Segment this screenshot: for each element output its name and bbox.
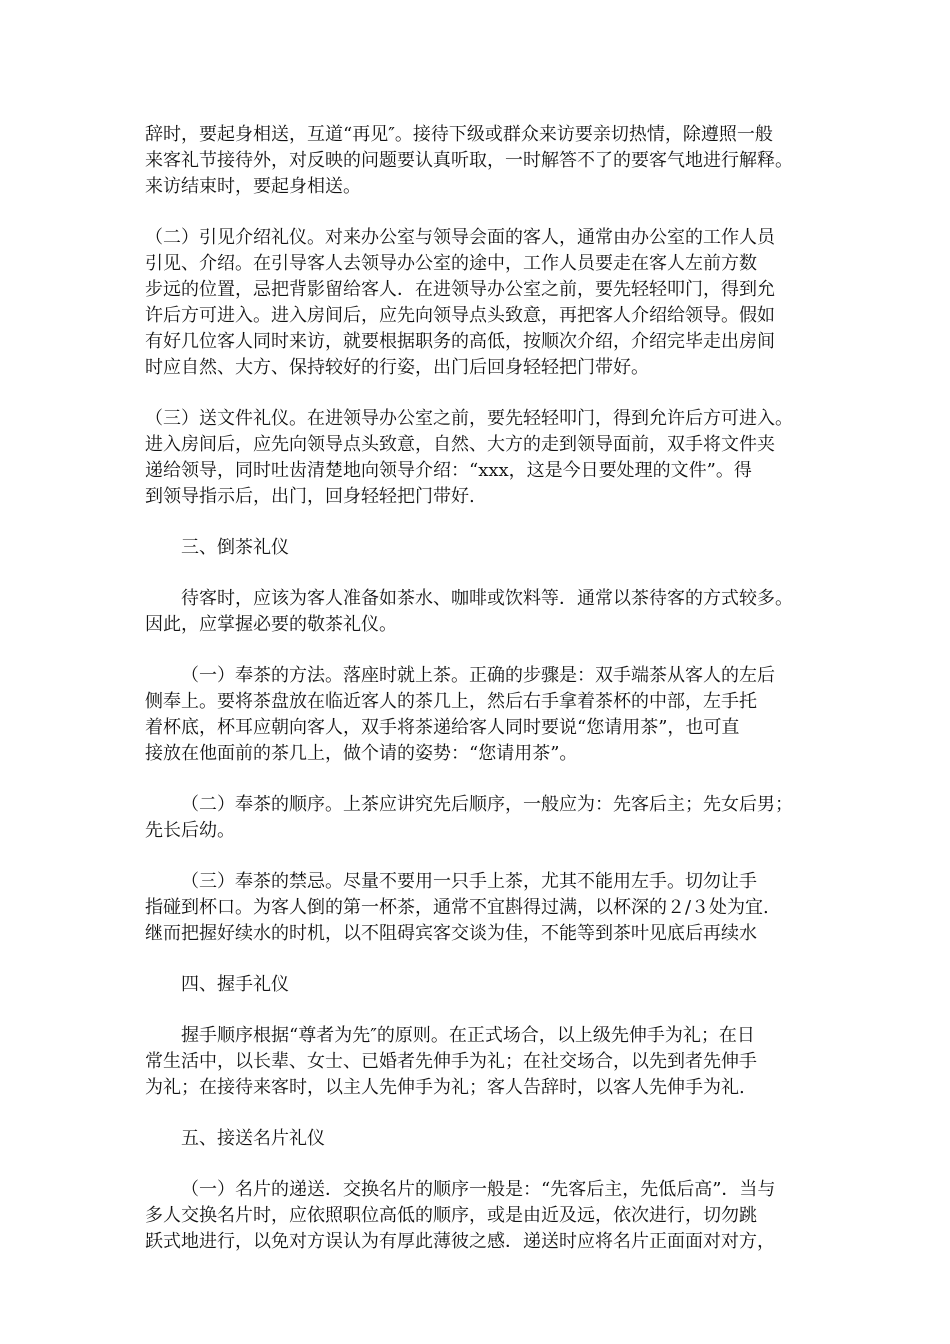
text-line: （三）送文件礼仪。在进领导办公室之前，要先轻轻叩门，得到允许后方可进入。 bbox=[145, 408, 793, 429]
text-line: 待客时，应该为客人准备如茶水、咖啡或饮料等．通常以茶待客的方式较多。 bbox=[181, 588, 793, 609]
paragraph-card-delivery bbox=[145, 1177, 805, 1255]
text-line: 指碰到杯口。为客人倒的第一杯茶，通常不宜斟得过满，以杯深的２/３处为宜. bbox=[145, 897, 769, 918]
text-line: 着杯底，杯耳应朝向客人，双手将茶递给客人同时要说“您请用茶”，也可直 bbox=[145, 717, 740, 738]
text-line: 因此，应掌握必要的敬茶礼仪。 bbox=[145, 614, 397, 635]
paragraph-document-delivery bbox=[145, 406, 805, 510]
paragraph-handshake-order bbox=[145, 1023, 805, 1101]
paragraph-tea-order bbox=[145, 792, 805, 844]
paragraph-tea-method bbox=[145, 663, 805, 767]
text-line: 继而把握好续水的时机，以不阻碍宾客交谈为佳，不能等到茶叶见底后再续水 bbox=[145, 923, 757, 944]
text-line: 常生活中，以长辈、女士、已婚者先伸手为礼；在社交场合，以先到者先伸手 bbox=[145, 1051, 757, 1072]
text-line: （二）引见介绍礼仪。对来办公室与领导会面的客人，通常由办公室的工作人员 bbox=[145, 227, 775, 248]
section-heading-handshake: 四、握手礼仪 bbox=[181, 974, 289, 995]
text-line: 有好几位客人同时来访，就要根据职务的高低，按顺次介绍，介绍完毕走出房间 bbox=[145, 331, 775, 352]
text-line: （一）名片的递送．交换名片的顺序一般是：“先客后主，先低后高”．当与 bbox=[181, 1179, 776, 1200]
text-line: 引见、介绍。在引导客人去领导办公室的途中，工作人员要走在客人左前方数 bbox=[145, 253, 757, 274]
text-line: 到领导指示后，出门，回身轻轻把门带好. bbox=[145, 486, 475, 507]
section-heading-tea: 三、倒茶礼仪 bbox=[181, 537, 289, 558]
paragraph-tea-taboo bbox=[145, 869, 805, 947]
paragraph-reception-end bbox=[145, 122, 805, 200]
text-line: 来访结束时，要起身相送。 bbox=[145, 176, 361, 197]
text-line: 许后方可进入。进入房间后，应先向领导点头致意，再把客人介绍给领导。假如 bbox=[145, 305, 775, 326]
text-line: 递给领导，同时吐齿清楚地向领导介绍：“xxx，这是今日要处理的文件”。得 bbox=[145, 460, 752, 481]
text-line: 握手顺序根据“尊者为先″的原则。在正式场合，以上级先伸手为礼；在日 bbox=[181, 1025, 755, 1046]
text-line: （二）奉茶的顺序。上茶应讲究先后顺序，一般应为：先客后主；先女后男； bbox=[181, 794, 793, 815]
section-heading-business-card: 五、接送名片礼仪 bbox=[181, 1128, 325, 1149]
paragraph-introduction-etiquette bbox=[145, 225, 805, 381]
text-line: 跃式地进行，以免对方误认为有厚此薄彼之感．递送时应将名片正面面对对方， bbox=[145, 1231, 775, 1252]
text-line: 步远的位置，忌把背影留给客人．在进领导办公室之前，要先轻轻叩门，得到允 bbox=[145, 279, 775, 300]
text-line: （三）奉茶的禁忌。尽量不要用一只手上茶，尤其不能用左手。切勿让手 bbox=[181, 871, 757, 892]
text-line: 进入房间后，应先向领导点头致意，自然、大方的走到领导面前，双手将文件夹 bbox=[145, 434, 775, 455]
text-line: 多人交换名片时，应依照职位高低的顺序，或是由近及远，依次进行，切勿跳 bbox=[145, 1205, 757, 1226]
paragraph-tea-intro bbox=[145, 586, 805, 638]
text-line: 侧奉上。要将茶盘放在临近客人的茶几上，然后右手拿着茶杯的中部，左手托 bbox=[145, 691, 757, 712]
document-page bbox=[145, 122, 805, 1280]
text-line: （一）奉茶的方法。落座时就上茶。正确的步骤是：双手端茶从客人的左后 bbox=[181, 665, 775, 686]
text-line: 辞时，要起身相送，互道“再见″。接待下级或群众来访要亲切热情，除遵照一般 bbox=[145, 124, 773, 145]
text-line: 为礼；在接待来客时，以主人先伸手为礼；客人告辞时，以客人先伸手为礼. bbox=[145, 1077, 745, 1098]
text-line: 时应自然、大方、保持较好的行姿，出门后回身轻轻把门带好。 bbox=[145, 357, 649, 378]
text-line: 来客礼节接待外，对反映的问题要认真听取，一时解答不了的要客气地进行解释。 bbox=[145, 150, 793, 171]
text-line: 先长后幼。 bbox=[145, 820, 235, 841]
text-line: 接放在他面前的茶几上，做个请的姿势：“您请用茶”。 bbox=[145, 743, 578, 764]
